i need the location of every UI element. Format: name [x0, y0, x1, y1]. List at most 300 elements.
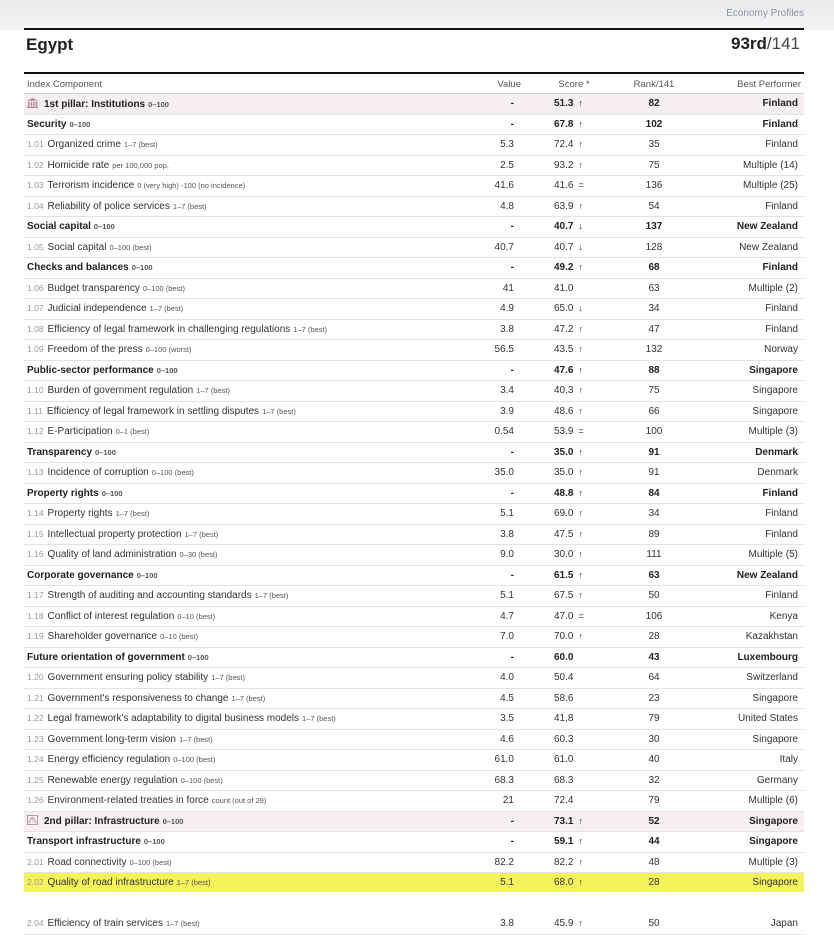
- component-range: 0 (very high) -100 (no incidence): [137, 181, 246, 191]
- best-performer-cell: Japan: [684, 914, 804, 935]
- best-performer-cell: Germany: [684, 770, 804, 791]
- component-label: Intellectual property protection: [47, 528, 182, 540]
- component-range: 0–100 (best): [151, 468, 194, 478]
- value-cell: 3.9: [464, 401, 524, 422]
- component-cell: [24, 114, 464, 135]
- score-cell: [524, 565, 624, 586]
- value-cell: 3.8: [464, 319, 524, 340]
- indicator-row: [24, 196, 804, 217]
- trend-arrow-icon: ↑: [578, 528, 583, 539]
- score-cell: [524, 627, 624, 648]
- rank-cell: 136: [624, 176, 684, 197]
- rank-cell: 64: [624, 668, 684, 689]
- value-cell: 3.4: [464, 381, 524, 402]
- value-cell: 7.0: [464, 627, 524, 648]
- best-performer-cell: Finland: [684, 586, 804, 607]
- indicator-code: 1.12: [27, 426, 44, 437]
- component-range: 0–100 (best): [173, 755, 216, 765]
- score-cell: [524, 114, 624, 135]
- subcategory-row: [24, 114, 804, 135]
- component-range: 0–100: [93, 222, 115, 232]
- subcategory-row: [24, 217, 804, 238]
- component-label: Transparency: [27, 446, 93, 458]
- component-label: E-Participation: [47, 426, 113, 438]
- rank-cell: 75: [624, 381, 684, 402]
- component-cell: [24, 668, 464, 689]
- score-cell: [524, 709, 624, 730]
- component-label: Conflict of interest regulation: [47, 610, 175, 622]
- best-performer-cell: Switzerland: [684, 668, 804, 689]
- score-value: 68.3: [554, 774, 574, 786]
- score-cell: [524, 832, 624, 853]
- indicator-row: [24, 688, 804, 709]
- trend-arrow-icon: ↑: [578, 815, 583, 826]
- value-cell: 4.9: [464, 299, 524, 320]
- value-cell: -: [464, 647, 524, 668]
- component-range: 0–100 (best): [142, 283, 185, 293]
- component-cell: [24, 565, 464, 586]
- indicator-row: [24, 381, 804, 402]
- subcategory-row: [24, 258, 804, 279]
- component-cell: [24, 770, 464, 791]
- value-cell: 61.0: [464, 750, 524, 771]
- component-range: 0–100: [69, 119, 91, 129]
- best-performer-cell: Luxembourg: [684, 647, 804, 668]
- overall-rank-value: 93rd: [730, 34, 767, 53]
- score-cell: [524, 360, 624, 381]
- value-cell: -: [464, 565, 524, 586]
- component-cell: [24, 401, 464, 422]
- score-cell: [524, 94, 624, 115]
- indicator-row: [24, 319, 804, 340]
- value-cell: 35.0: [464, 463, 524, 484]
- component-cell: [24, 729, 464, 750]
- component-range: per 100,000 pop.: [112, 160, 169, 170]
- score-cell: [524, 381, 624, 402]
- trend-arrow-icon: ↑: [578, 590, 583, 601]
- component-range: 0–10 (best): [177, 611, 216, 621]
- score-value: 47.5: [554, 528, 574, 540]
- component-cell: [24, 688, 464, 709]
- subcategory-row: [24, 832, 804, 853]
- component-label: Reliability of police services: [47, 200, 170, 212]
- component-cell: [24, 586, 464, 607]
- score-cell: [524, 135, 624, 156]
- indicator-code: 1.16: [27, 549, 44, 560]
- component-range: 1–7 (best): [165, 919, 200, 929]
- value-cell: 4.6: [464, 729, 524, 750]
- score-value: 35.0: [554, 446, 574, 458]
- indicator-row: [24, 914, 804, 935]
- rank-cell: 28: [624, 873, 684, 894]
- indicator-code: 1.17: [27, 590, 44, 601]
- component-label: Road connectivity: [47, 856, 127, 868]
- indicator-code: 1.01: [27, 139, 44, 150]
- best-performer-cell: Kazakhstan: [684, 627, 804, 648]
- score-cell: [524, 340, 624, 361]
- indicator-code: 1.23: [27, 733, 44, 744]
- indicator-row: [24, 852, 804, 873]
- score-cell: [524, 258, 624, 279]
- indicator-row: [24, 135, 804, 156]
- rank-cell: 34: [624, 299, 684, 320]
- value-cell: 5.1: [464, 504, 524, 525]
- table-header-row: [24, 76, 804, 94]
- component-label: Efficiency of train services: [47, 918, 163, 930]
- indicator-code: 1.22: [27, 713, 44, 724]
- indicator-code: 1.02: [27, 159, 44, 170]
- country-title: Egypt: [26, 35, 74, 54]
- component-cell: [24, 483, 464, 504]
- rank-cell: 63: [624, 565, 684, 586]
- component-label: Future orientation of government: [27, 651, 185, 663]
- economy-profiles-link[interactable]: Economy Profiles: [726, 8, 804, 19]
- component-cell: [24, 811, 464, 832]
- score-value: 58.6: [554, 692, 574, 704]
- indicator-code: 1.06: [27, 282, 44, 293]
- indicator-code: 1.08: [27, 323, 44, 334]
- score-cell: [524, 647, 624, 668]
- component-cell: [24, 319, 464, 340]
- rank-cell: 48: [624, 852, 684, 873]
- score-value: 45.9: [554, 918, 574, 930]
- component-label: Shareholder governance: [47, 631, 158, 643]
- trend-arrow-icon: ↑: [578, 569, 583, 580]
- rank-cell: 47: [624, 319, 684, 340]
- indicator-row: [24, 504, 804, 525]
- country-header: [24, 28, 804, 74]
- header-rank: Rank/141: [624, 76, 684, 94]
- best-performer-cell: Finland: [684, 299, 804, 320]
- score-cell: [524, 176, 624, 197]
- score-value: 47.6: [554, 364, 574, 376]
- component-label: Government long-term vision: [47, 733, 176, 745]
- trend-arrow-icon: ↑: [578, 262, 583, 273]
- value-cell: 21: [464, 791, 524, 812]
- rank-cell: 100: [624, 422, 684, 443]
- score-cell: [524, 770, 624, 791]
- score-value: 61.0: [554, 754, 574, 766]
- component-cell: [24, 627, 464, 648]
- trend-arrow-icon: ↑: [578, 631, 583, 642]
- component-label: Burden of government regulation: [47, 385, 194, 397]
- indicator-row: [24, 545, 804, 566]
- rank-cell: 66: [624, 401, 684, 422]
- component-label: Public-sector performance: [27, 364, 154, 376]
- score-cell: [524, 217, 624, 238]
- rank-cell: 84: [624, 483, 684, 504]
- score-cell: [524, 442, 624, 463]
- header-score: Score *: [524, 76, 624, 94]
- best-performer-cell: Multiple (3): [684, 852, 804, 873]
- component-range: 1–7 (best): [149, 304, 184, 314]
- rank-cell: 23: [624, 688, 684, 709]
- component-label: Legal framework's adaptability to digital business models: [47, 713, 300, 725]
- best-performer-cell: Multiple (2): [684, 278, 804, 299]
- component-cell: [24, 381, 464, 402]
- best-performer-cell: Singapore: [684, 360, 804, 381]
- score-value: 51.3: [554, 98, 574, 110]
- score-value: 70.0: [554, 631, 574, 643]
- component-range: 1–7 (best): [176, 878, 211, 888]
- trend-arrow-icon: ↑: [578, 467, 583, 478]
- best-performer-cell: Singapore: [684, 381, 804, 402]
- score-value: 67.8: [554, 118, 574, 130]
- trend-arrow-icon: ↑: [578, 856, 583, 867]
- header-component: Index Component: [24, 76, 464, 94]
- score-value: 50.4: [554, 672, 574, 684]
- subcategory-row: [24, 565, 804, 586]
- rank-cell: 44: [624, 832, 684, 853]
- trend-arrow-icon: ↑: [578, 508, 583, 519]
- rank-cell: 28: [624, 627, 684, 648]
- indicator-row: [24, 791, 804, 812]
- rank-cell: 35: [624, 135, 684, 156]
- component-cell: [24, 791, 464, 812]
- component-range: 1–7 (best): [123, 140, 158, 150]
- rank-cell: 40: [624, 750, 684, 771]
- page-cutoff: [0, 892, 834, 914]
- trend-arrow-icon: ↑: [578, 200, 583, 211]
- score-value: 68.0: [554, 877, 574, 889]
- rank-cell: 91: [624, 442, 684, 463]
- component-cell: [24, 647, 464, 668]
- best-performer-cell: Finland: [684, 196, 804, 217]
- score-cell: [524, 483, 624, 504]
- component-cell: [24, 832, 464, 853]
- component-cell: [24, 176, 464, 197]
- indicator-code: 1.09: [27, 344, 44, 355]
- rank-cell: 43: [624, 647, 684, 668]
- best-performer-cell: Finland: [684, 319, 804, 340]
- score-value: 63.9: [554, 200, 574, 212]
- trend-arrow-icon: ↓: [578, 303, 583, 314]
- component-range: 0–100 (worst): [145, 345, 192, 355]
- component-range: 0–100: [131, 263, 153, 273]
- table-body: [24, 94, 804, 935]
- rank-cell: 50: [624, 914, 684, 935]
- score-value: 30.0: [554, 549, 574, 561]
- best-performer-cell: New Zealand: [684, 237, 804, 258]
- component-cell: [24, 422, 464, 443]
- score-value: 69.0: [554, 508, 574, 520]
- indicator-row: [24, 237, 804, 258]
- score-value: 40.7: [554, 221, 574, 233]
- value-cell: 56.5: [464, 340, 524, 361]
- component-cell: [24, 237, 464, 258]
- score-value: 48.8: [554, 487, 574, 499]
- rank-cell: 137: [624, 217, 684, 238]
- score-cell: [524, 504, 624, 525]
- indicator-row: [24, 278, 804, 299]
- best-performer-cell: Multiple (25): [684, 176, 804, 197]
- rank-cell: 63: [624, 278, 684, 299]
- score-value: 47.0: [554, 610, 574, 622]
- value-cell: 5.1: [464, 586, 524, 607]
- indicator-row: [24, 729, 804, 750]
- component-range: 0–100 (best): [180, 775, 223, 785]
- component-cell: [24, 709, 464, 730]
- component-cell: [24, 606, 464, 627]
- component-range: 1–7 (best): [262, 406, 296, 416]
- best-performer-cell: Multiple (5): [684, 545, 804, 566]
- trend-arrow-icon: ↑: [578, 364, 583, 375]
- score-cell: [524, 586, 624, 607]
- indicator-code: 1.11: [27, 405, 43, 416]
- score-value: 41.8: [554, 713, 574, 725]
- value-cell: 3.5: [464, 709, 524, 730]
- component-label: Government ensuring policy stability: [47, 672, 209, 684]
- score-value: 59.1: [554, 836, 574, 848]
- component-label: Energy efficiency regulation: [47, 754, 171, 766]
- rank-cell: 54: [624, 196, 684, 217]
- indicator-row: [24, 606, 804, 627]
- component-range: 0–100: [143, 837, 165, 847]
- indicator-row: [24, 463, 804, 484]
- institutions-icon: [27, 99, 44, 110]
- component-range: 1–7 (best): [302, 714, 336, 724]
- rank-cell: 132: [624, 340, 684, 361]
- rank-cell: 34: [624, 504, 684, 525]
- score-cell: [524, 852, 624, 873]
- score-value: 72.4: [554, 139, 574, 151]
- score-value: 61.5: [554, 569, 574, 581]
- best-performer-cell: Singapore: [684, 729, 804, 750]
- trend-arrow-icon: ↑: [578, 323, 583, 334]
- score-value: 49.2: [554, 262, 574, 274]
- best-performer-cell: Singapore: [684, 688, 804, 709]
- subcategory-row: [24, 442, 804, 463]
- score-cell: [524, 811, 624, 832]
- component-label: 1st pillar: Institutions: [44, 98, 146, 110]
- trend-arrow-icon: ↑: [578, 549, 583, 560]
- score-cell: [524, 545, 624, 566]
- best-performer-cell: Multiple (3): [684, 422, 804, 443]
- score-cell: [524, 606, 624, 627]
- component-label: Judicial independence: [47, 303, 147, 315]
- trend-arrow-icon: ↓: [578, 221, 583, 232]
- value-cell: 2.5: [464, 155, 524, 176]
- trend-arrow-icon: ↓: [578, 241, 583, 252]
- value-cell: 5.3: [464, 135, 524, 156]
- indicator-code: 1.10: [27, 385, 44, 396]
- component-label: Government's responsiveness to change: [47, 692, 229, 704]
- rank-cell: 50: [624, 586, 684, 607]
- component-label: Property rights: [47, 508, 113, 520]
- indicator-code: 1.25: [27, 774, 44, 785]
- component-cell: [24, 852, 464, 873]
- rank-cell: 52: [624, 811, 684, 832]
- best-performer-cell: Finland: [684, 483, 804, 504]
- value-cell: -: [464, 442, 524, 463]
- rank-cell: 111: [624, 545, 684, 566]
- score-value: 60.0: [554, 651, 574, 663]
- component-range: 0–10 (best): [160, 632, 199, 642]
- score-cell: [524, 873, 624, 894]
- indicator-code: 2.04: [27, 918, 44, 929]
- value-cell: 41: [464, 278, 524, 299]
- component-range: 1–7 (best): [293, 324, 328, 334]
- score-value: 35.0: [554, 467, 574, 479]
- score-cell: [524, 319, 624, 340]
- rank-cell: 91: [624, 463, 684, 484]
- score-cell: [524, 914, 624, 935]
- best-performer-cell: Multiple (14): [684, 155, 804, 176]
- trend-arrow-icon: ↑: [578, 98, 583, 109]
- component-range: 0–100: [101, 488, 123, 498]
- component-cell: [24, 94, 464, 115]
- rank-cell: 82: [624, 94, 684, 115]
- trend-arrow-icon: ↑: [578, 159, 583, 170]
- component-label: Homicide rate: [47, 159, 110, 171]
- value-cell: 4.5: [464, 688, 524, 709]
- score-cell: [524, 524, 624, 545]
- trend-arrow-icon: ↑: [578, 877, 583, 888]
- indicator-code: 1.20: [27, 672, 44, 683]
- component-label: Quality of road infrastructure: [47, 877, 174, 889]
- value-cell: 82.2: [464, 852, 524, 873]
- rank-cell: 30: [624, 729, 684, 750]
- score-cell: [524, 278, 624, 299]
- indicator-code: 1.26: [27, 795, 44, 806]
- best-performer-cell: Singapore: [684, 401, 804, 422]
- component-label: Security: [27, 118, 67, 130]
- rank-cell: 32: [624, 770, 684, 791]
- score-value: 73.1: [554, 815, 574, 827]
- subcategory-row: [24, 647, 804, 668]
- value-cell: 3.8: [464, 524, 524, 545]
- score-value: 41.6: [554, 180, 574, 192]
- component-range: 1–7 (best): [178, 734, 213, 744]
- component-range: 0–1 (best): [115, 427, 150, 437]
- component-cell: [24, 360, 464, 381]
- score-value: 41.0: [554, 282, 574, 294]
- component-range: 1–7 (best): [184, 529, 219, 539]
- pillar-row: [24, 811, 804, 832]
- best-performer-cell: Denmark: [684, 463, 804, 484]
- rank-cell: 79: [624, 791, 684, 812]
- score-cell: [524, 196, 624, 217]
- value-cell: 3.8: [464, 914, 524, 935]
- value-cell: 0.54: [464, 422, 524, 443]
- component-range: 0–100: [156, 365, 178, 375]
- score-value: 93.2: [554, 159, 574, 171]
- component-label: 2nd pillar: Infrastructure: [44, 816, 160, 828]
- component-cell: [24, 258, 464, 279]
- score-value: 67.5: [554, 590, 574, 602]
- overall-rank-total: /141: [766, 34, 800, 53]
- component-cell: [24, 278, 464, 299]
- indicator-code: 1.05: [27, 241, 44, 252]
- best-performer-cell: Denmark: [684, 442, 804, 463]
- indicator-row: [24, 770, 804, 791]
- score-value: 40.7: [554, 241, 574, 253]
- component-range: 0–100 (best): [129, 857, 172, 867]
- rank-cell: 88: [624, 360, 684, 381]
- component-label: Property rights: [27, 487, 99, 499]
- score-cell: [524, 791, 624, 812]
- value-cell: -: [464, 832, 524, 853]
- value-cell: -: [464, 114, 524, 135]
- component-cell: [24, 545, 464, 566]
- component-label: Incidence of corruption: [47, 467, 149, 479]
- best-performer-cell: Multiple (6): [684, 791, 804, 812]
- indicator-row: [24, 627, 804, 648]
- indicator-code: 2.01: [27, 856, 44, 867]
- score-cell: [524, 729, 624, 750]
- component-range: 0–100: [187, 652, 209, 662]
- component-range: 0–30 (best): [179, 550, 218, 560]
